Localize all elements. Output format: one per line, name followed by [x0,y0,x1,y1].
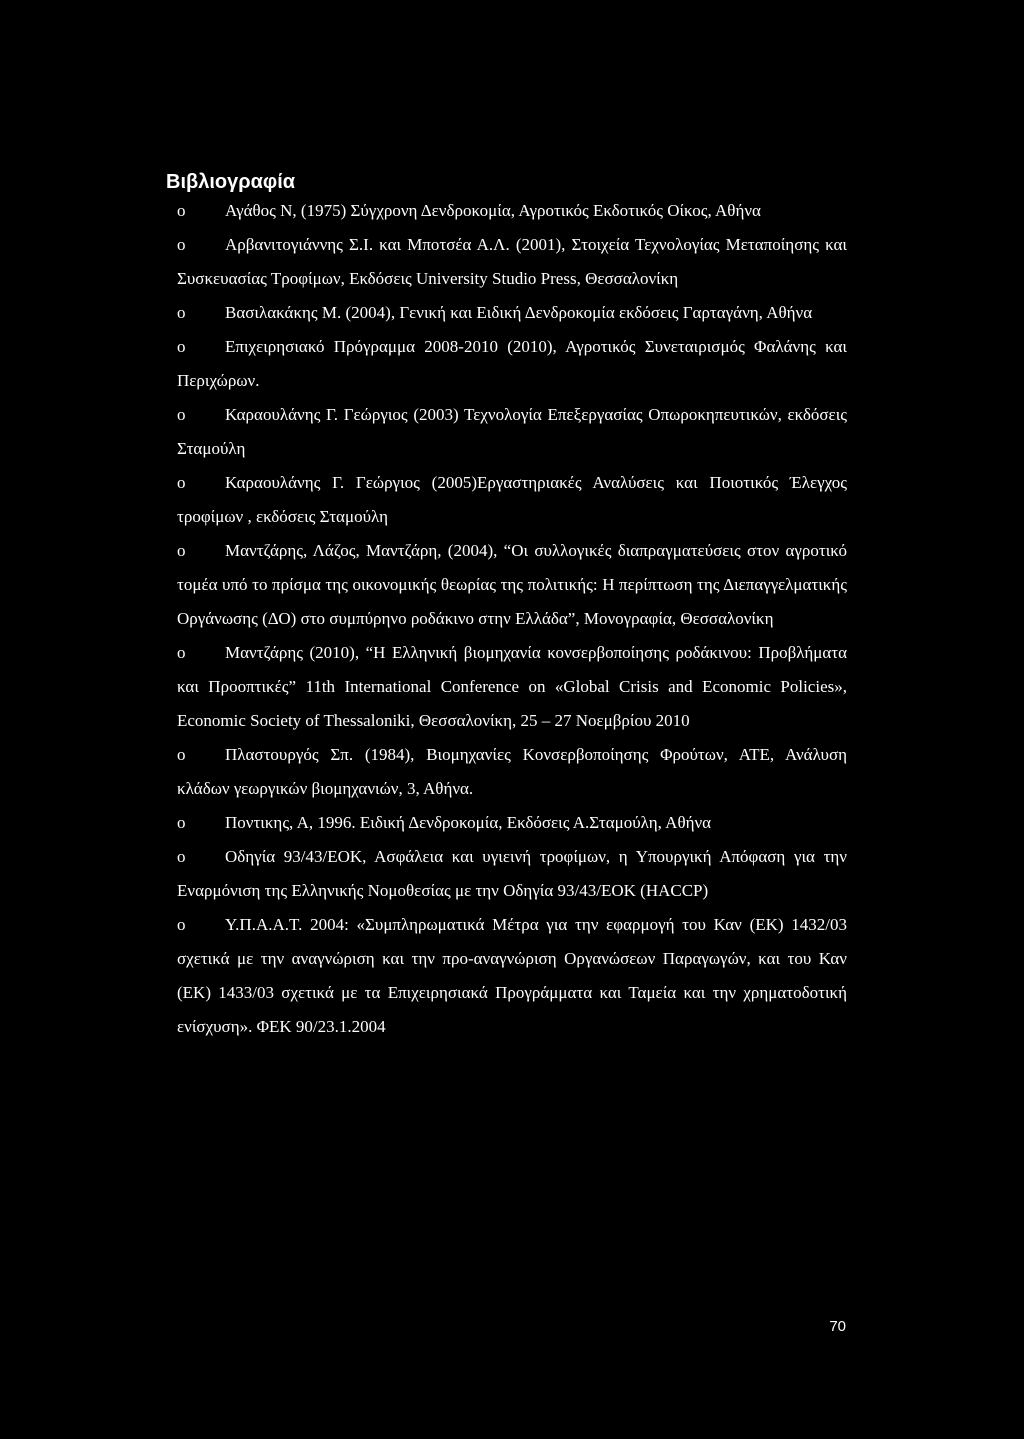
bullet-marker: o [177,813,186,832]
bullet-marker: o [177,303,186,322]
bullet-marker: o [177,643,186,662]
reference-text: Ποντικης, Α, 1996. Ειδική Δενδροκομία, Εκδόσεις Α.Σταμούλη, Αθήνα [225,813,712,832]
reference-text: Αγάθος Ν, (1975) Σύγχρονη Δενδροκομία, Αγροτικός Εκδοτικός Οίκος, Αθήνα [225,201,761,220]
reference-item [177,806,847,840]
page-title: Βιβλιογραφία [166,171,296,193]
reference-text: Μαντζάρης, Λάζος, Μαντζάρη, (2004), “Οι συλλογικές διαπραγματεύσεις στον αγροτικό τομέα υπό το πρίσμα της οικονομικής θεωρίας της πολιτικής: Η περίπτωση της Διεπαγγελματικής Οργάνωσης (ΔΟ) στο συμπύρηνο ροδάκινο στην Ελλάδα”, Μονογραφία, Θεσσαλονίκη [177,541,847,628]
reference-item [177,466,847,534]
reference-text: Επιχειρησιακό Πρόγραμμα 2008-2010 (2010), Αγροτικός Συνεταιρισμός Φαλάνης και Περιχώρων. [177,337,847,390]
reference-text: Υ.Π.Α.Α.Τ. 2004: «Συμπληρωματικά Μέτρα για την εφαρμογή του Καν (ΕΚ) 1432/03 σχετικά με την αναγνώριση και την προ-αναγνώριση Οργανώσεων Παραγωγών, και του Καν (ΕΚ) 1433/03 σχετικά με τα Επιχειρησιακά Προγράμματα και Ταμεία και την χρηματοδοτική ενίσχυση». ΦΕΚ 90/23.1.2004 [177,915,847,1036]
bullet-marker: o [177,337,186,356]
reference-item [177,840,847,908]
reference-text: Μαντζάρης (2010), “Η Ελληνική βιομηχανία κονσερβοποίησης ροδάκινου: Προβλήματα και Προοπτικές” 11th International Conference on «Global Crisis and Economic Policies», Economic Society of Thessaloniki, Θεσσαλονίκη, 25 – 27 Νοεμβρίου 2010 [177,643,847,730]
reference-text: Καραουλάνης Γ. Γεώργιος (2005)Εργαστηριακές Αναλύσεις και Ποιοτικός Έλεγχος τροφίμων , εκδόσεις Σταμούλη [177,473,847,526]
reference-item [177,738,847,806]
reference-item [177,636,847,738]
reference-item [177,534,847,636]
bullet-marker: o [177,473,186,492]
bullet-marker: o [177,915,186,934]
reference-text: Οδηγία 93/43/ΕΟΚ, Ασφάλεια και υγιεινή τροφίμων, η Υπουργική Απόφαση για την Εναρμόνιση της Ελληνικής Νομοθεσίας με την Οδηγία 93/43/ΕΟΚ (HACCP) [177,847,847,900]
reference-item [177,330,847,398]
reference-text: Πλαστουργός Σπ. (1984), Βιομηχανίες Κονσερβοποίησης Φρούτων, ΑΤΕ, Ανάλυση κλάδων γεωργικών βιομηχανιών, 3, Αθήνα. [177,745,847,798]
bullet-marker: o [177,235,186,254]
bullet-marker: o [177,847,186,866]
reference-item [177,908,847,1044]
reference-text: Βασιλακάκης Μ. (2004), Γενική και Ειδική Δενδροκομία εκδόσεις Γαρταγάνη, Αθήνα [225,303,813,322]
bullet-marker: o [177,201,186,220]
reference-item [177,296,847,330]
reference-text: Αρβανιτογιάννης Σ.Ι. και Μποτσέα Α.Λ. (2001), Στοιχεία Τεχνολογίας Μεταποίησης και Συσκευασίας Τροφίμων, Εκδόσεις University Studio Press, Θεσσαλονίκη [177,235,847,288]
reference-text: Καραουλάνης Γ. Γεώργιος (2003) Τεχνολογία Επεξεργασίας Οπωροκηπευτικών, εκδόσεις Σταμούλη [177,405,847,458]
page-number: 70 [829,1318,846,1335]
bibliography-list [177,194,847,1044]
reference-item [177,398,847,466]
reference-item [177,194,847,228]
reference-item [177,228,847,296]
bullet-marker: o [177,745,186,764]
bullet-marker: o [177,405,186,424]
bullet-marker: o [177,541,186,560]
